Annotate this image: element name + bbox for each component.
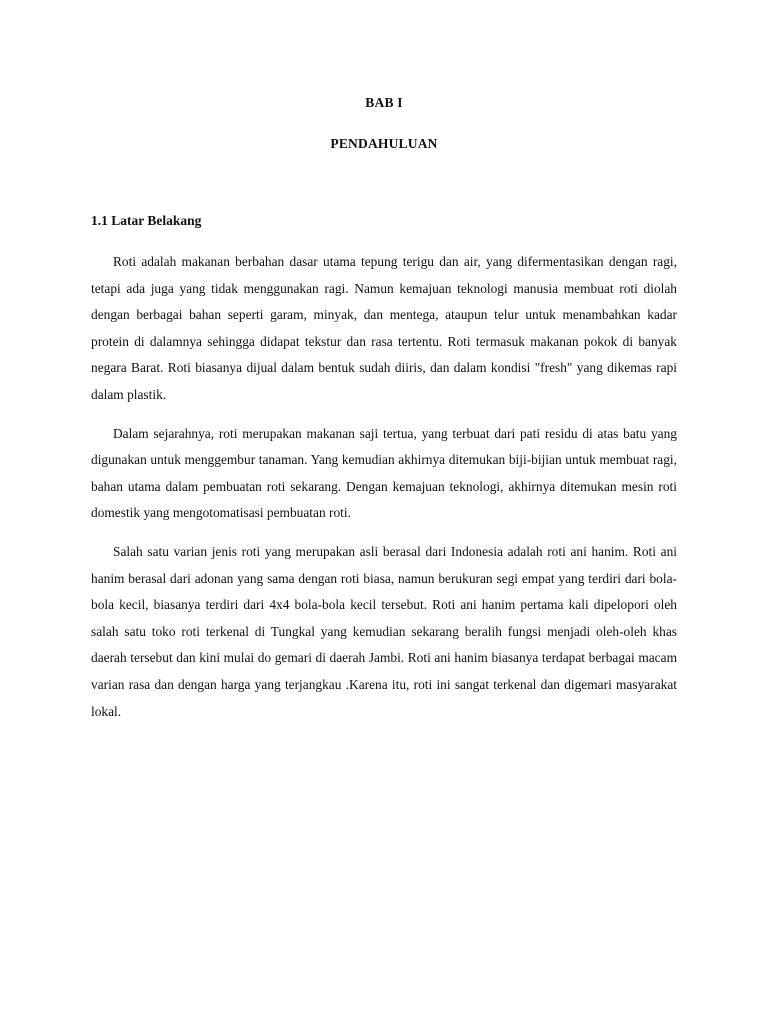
paragraph-1: Roti adalah makanan berbahan dasar utama tepung terigu dan air, yang difermentasikan dengan ragi, tetapi ada juga yang tidak menggunakan ragi. Namun kemajuan teknologi manusia membuat roti diolah dengan berbagai bahan seperti garam, minyak, dan mentega, ataupun telur untuk menambahkan kadar protein di dalamnya sehingga didapat tekstur dan rasa tertentu. Roti termasuk makanan pokok di banyak negara Barat. Roti biasanya dijual dalam bentuk sudah diiris, dan dalam kondisi "fresh" yang dikemas rapi dalam plastik. bbox=[91, 254, 677, 402]
paragraph-3: Salah satu varian jenis roti yang merupakan asli berasal dari Indonesia adalah roti ani hanim. Roti ani hanim berasal dari adonan yang sama dengan roti biasa, namun berukuran segi empat yang terdiri dari bola-bola kecil, biasanya terdiri dari 4x4 bola-bola kecil tersebut. Roti ani hanim pertama kali dipelopori oleh salah satu toko roti terkenal di Tungkal yang kemudian sekarang beralih fungsi menjadi oleh-oleh khas daerah tersebut dan kini mulai do gemari di daerah Jambi. Roti ani hanim biasanya terdapat berbagai macam varian rasa dan dengan harga yang terjangkau .Karena itu, roti ini sangat terkenal dan digemari masyarakat lokal. bbox=[91, 543, 677, 719]
body-text bbox=[91, 249, 677, 737]
paragraph-2: Dalam sejarahnya, roti merupakan makanan saji tertua, yang terbuat dari pati residu di atas batu yang digunakan untuk menggembur tanaman. Yang kemudian akhirnya ditemukan biji-bijian untuk membuat ragi, bahan utama dalam pembuatan roti sekarang. Dengan kemajuan teknologi, akhirnya ditemukan mesin roti domestik yang mengotomatisasi pembuatan roti. bbox=[91, 425, 677, 521]
chapter-title: PENDAHULUAN bbox=[330, 136, 438, 151]
section-heading: 1.1 Latar Belakang bbox=[91, 213, 202, 228]
chapter-number: BAB I bbox=[365, 95, 403, 110]
